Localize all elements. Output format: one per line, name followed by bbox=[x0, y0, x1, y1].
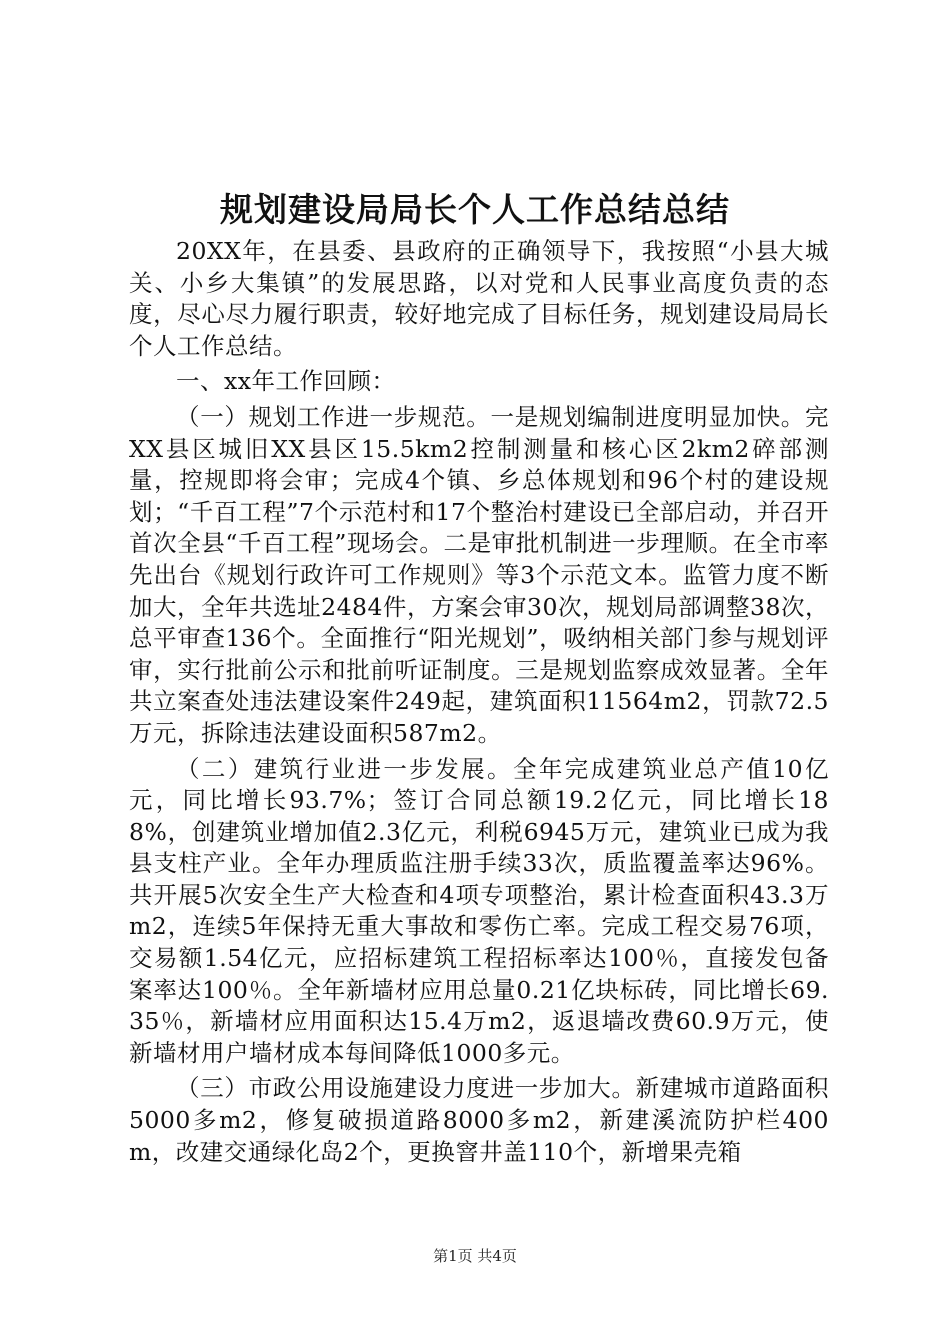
document-title: 规划建设局局长个人工作总结总结 bbox=[220, 190, 730, 229]
subsection-planning: （一）规划工作进一步规范。一是规划编制进度明显加快。完XX县区城旧XX县区15.5km2控制测量和核心区2km2碎部测量，控规即将会审；完成4个镇、乡总体规划和96个村的建设规划；“千百工程”7个示范村和17个整治村建设已全部启动，并召开首次全县“千百工程”现场会。二是审批机制进一步理顺。在全市率先出台《规划行政许可工作规则》等3个示范文本。监管力度不断加大，全年共选址2484件，方案会审30次，规划局部调整38次，总平审查136个。全面推行“阳光规划”，吸纳相关部门参与规划评审，实行批前公示和批前听证制度。三是规划监察成效显著。全年共立案查处违法建设案件249起，建筑面积11564m2，罚款72.5万元，拆除违法建设面积587m2。 bbox=[129, 402, 829, 747]
intro-paragraph: 20XX年，在县委、县政府的正确领导下，我按照“小县大城关、小乡大集镇”的发展思路，以对党和人民事业高度负责的态度，尽心尽力履行职责，较好地完成了目标任务，规划建设局局长个人工作总结。 bbox=[129, 237, 829, 360]
subsection-construction: （二）建筑行业进一步发展。全年完成建筑业总产值10亿元，同比增长93.7%；签订合同总额19.2亿元，同比增长188%，创建筑业增加值2.3亿元，利税6945万元，建筑业已成为我县支柱产业。全年办理质监注册手续33次，质监覆盖率达96%。共开展5次安全生产大检查和4项专项整治，累计检查面积43.3万m2，连续5年保持无重大事故和零伤亡率。完成工程交易76项，交易额1.54亿元，应招标建筑工程招标率达100％，直接发包备案率达100％。全年新墙材应用总量0.21亿块标砖，同比增长69.35％，新墙材应用面积达15.4万m2，返退墙改费60.9万元，使新墙材用户墙材成本每间降低1000多元。 bbox=[129, 754, 829, 1067]
subsection-municipal: （三）市政公用设施建设力度进一步加大。新建城市道路面积5000多m2，修复破损道路8000多m2，新建溪流防护栏400m，改建交通绿化岛2个，更换窨井盖110个，新增果壳箱 bbox=[129, 1074, 829, 1166]
page-number: 第1页 共4页 bbox=[433, 1247, 517, 1265]
document-body bbox=[129, 236, 829, 1172]
section-heading: 一、xx年工作回顾： bbox=[176, 367, 396, 396]
